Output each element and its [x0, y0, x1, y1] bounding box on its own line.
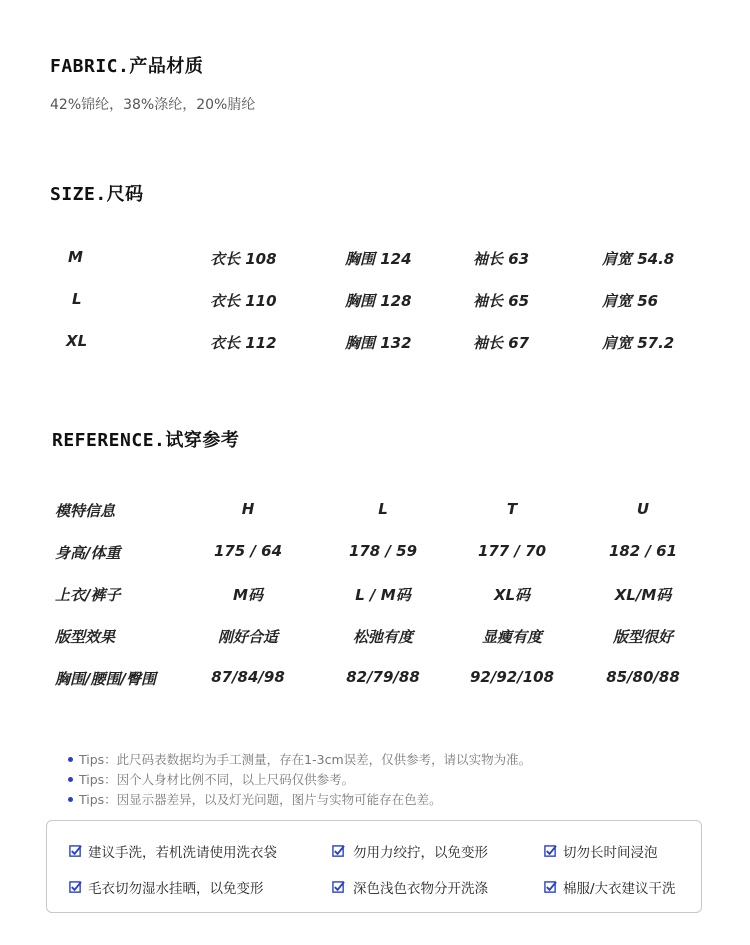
checkbox-checked-icon	[544, 881, 557, 894]
checkbox-checked-icon	[69, 845, 82, 858]
reference-heading: REFERENCE.试穿参考	[52, 430, 240, 451]
size-sleeve: 袖长 67	[473, 334, 530, 352]
tip-item: Tips：此尺码表数据均为手工测量，存在1-3cm误差，仅供参考，请以实物为准。	[68, 750, 531, 768]
tip-item: Tips：因个人身材比例不同，以上尺码仅供参考。	[68, 770, 354, 788]
reference-cell: 178 / 59	[348, 542, 418, 560]
reference-cell: H	[241, 500, 255, 518]
fabric-heading: FABRIC.产品材质	[50, 56, 204, 77]
size-label: XL	[66, 332, 88, 350]
reference-cell: 177 / 70	[477, 542, 547, 560]
care-item: 棉服/大衣建议干洗	[544, 877, 676, 897]
size-label: L	[72, 290, 82, 308]
fabric-description: 42%锦纶，38%涤纶，20%腈纶	[50, 97, 256, 113]
reference-cell: 松弛有度	[352, 628, 413, 646]
reference-cell: 87/84/98	[211, 668, 285, 686]
reference-cell: 版型很好	[612, 628, 673, 646]
size-chest: 胸围 128	[345, 292, 412, 310]
reference-cell: 82/79/88	[346, 668, 420, 686]
reference-cell: T	[506, 500, 518, 518]
tip-item: Tips：因显示器差异，以及灯光问题，图片与实物可能存在色差。	[68, 790, 442, 808]
size-chest: 胸围 132	[345, 334, 412, 352]
care-item: 深色浅色衣物分开洗涤	[332, 877, 488, 897]
reference-cell: L	[378, 500, 388, 518]
bullet-dot-icon	[68, 757, 73, 762]
reference-row-label: 胸围/腰围/臀围	[55, 670, 156, 688]
reference-cell: 刚好合适	[217, 628, 278, 646]
size-heading: SIZE.尺码	[50, 184, 144, 205]
reference-row-label: 模特信息	[55, 502, 116, 520]
reference-row-label: 上衣/裤子	[55, 586, 121, 604]
bullet-dot-icon	[68, 777, 73, 782]
reference-cell: M码	[233, 586, 263, 604]
size-length: 衣长 108	[210, 250, 277, 268]
size-sleeve: 袖长 65	[473, 292, 530, 310]
bullet-dot-icon	[68, 797, 73, 802]
reference-cell: L / M码	[355, 586, 411, 604]
reference-cell: XL/M码	[614, 586, 672, 604]
size-shoulder: 肩宽 54.8	[602, 250, 675, 268]
checkbox-checked-icon	[69, 881, 82, 894]
checkbox-checked-icon	[332, 881, 345, 894]
care-item: 毛衣切勿湿水挂晒，以免变形	[69, 877, 264, 897]
reference-cell: 85/80/88	[606, 668, 680, 686]
care-instructions-box	[46, 820, 702, 913]
size-chest: 胸围 124	[345, 250, 412, 268]
size-length: 衣长 112	[210, 334, 277, 352]
reference-cell: 175 / 64	[213, 542, 283, 560]
reference-row-label: 身高/体重	[55, 544, 121, 562]
size-shoulder: 肩宽 56	[602, 292, 659, 310]
reference-cell: 显瘦有度	[481, 628, 542, 646]
reference-row-label: 版型效果	[55, 628, 116, 646]
size-length: 衣长 110	[210, 292, 277, 310]
reference-cell: 92/92/108	[469, 668, 555, 686]
size-sleeve: 袖长 63	[473, 250, 530, 268]
care-item: 勿用力绞拧，以免变形	[332, 841, 488, 861]
care-item: 切勿长时间浸泡	[544, 841, 658, 861]
size-label: M	[68, 248, 83, 266]
checkbox-checked-icon	[544, 845, 557, 858]
reference-cell: U	[636, 500, 650, 518]
size-shoulder: 肩宽 57.2	[602, 334, 675, 352]
reference-cell: 182 / 61	[608, 542, 678, 560]
checkbox-checked-icon	[332, 845, 345, 858]
care-item: 建议手洗，若机洗请使用洗衣袋	[69, 841, 277, 861]
reference-cell: XL码	[493, 586, 531, 604]
